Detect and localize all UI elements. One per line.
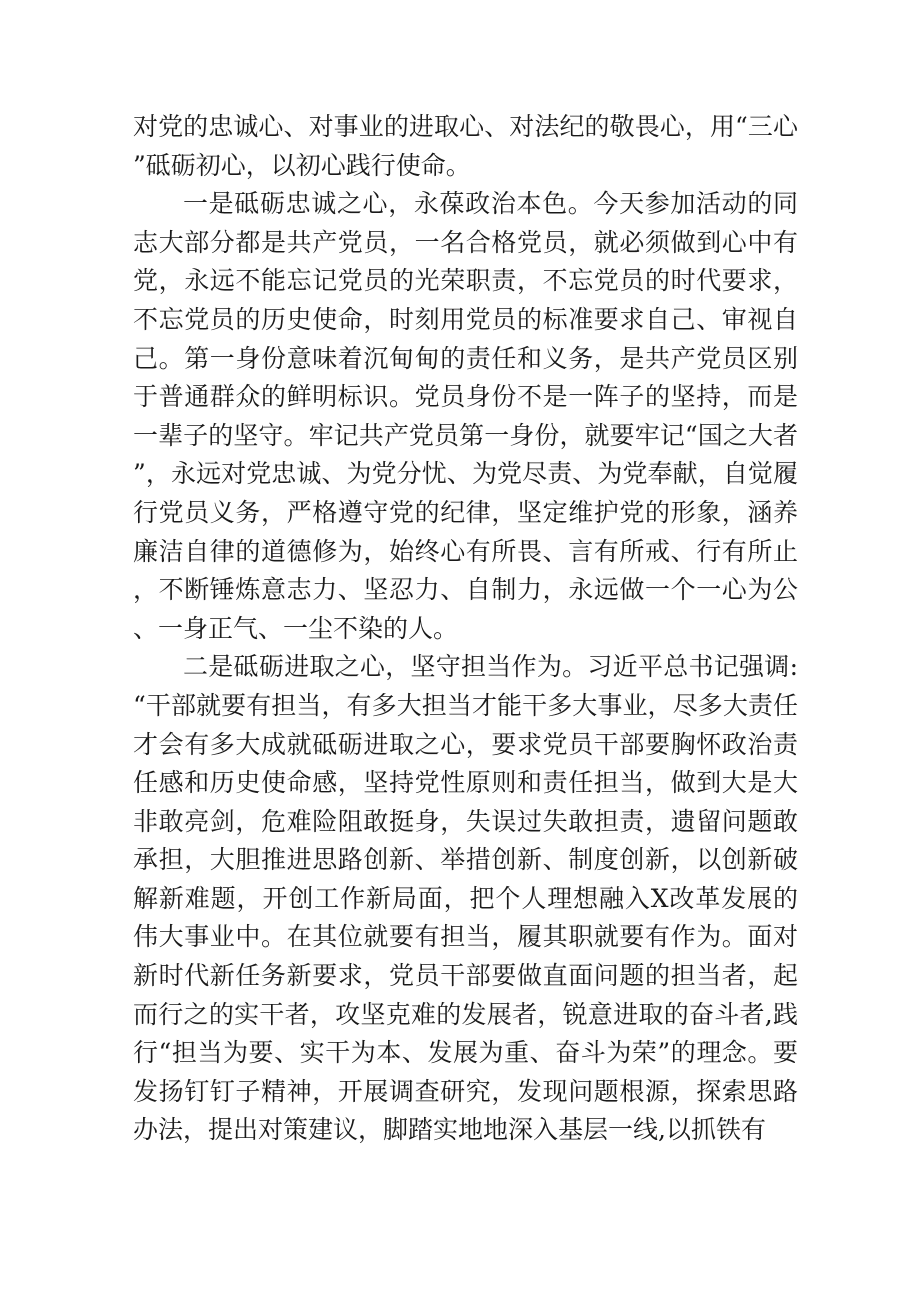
document-body bbox=[133, 108, 798, 1150]
paragraph-intro-continuation: 对党的忠诚心、对事业的进取心、对法纪的敬畏心，用“三心”砥砺初心，以初心践行使命。 bbox=[133, 112, 798, 180]
paragraph-enterprising: 二是砥砺进取之心，坚守担当作为。习近平总书记强调:“干部就要有担当，有多大担当才能干多大事业，尽多大责任才会有多大成就砥砺进取之心，要求党员干部要胸怀政治责任感和历史使命感，坚持党性原则和责任担当，做到大是大非敢亮剑，危难险阻敢挺身，失误过失敢担责，遗留问题敢承担，大胆推进思路创新、举措创新、制度创新，以创新破解新难题，开创工作新局面，把个人理想融入X改革发展的伟大事业中。在其位就要有担当，履其职就要有作为。面对新时代新任务新要求，党员干部要做直面问题的担当者，起而行之的实干者，攻坚克难的发展者，锐意进取的奋斗者,践行“担当为要、实干为本、发展为重、奋斗为荣”的理念。要发扬钉钉子精神，开展调查研究，发现问题根源，探索思路办法，提出对策建议，脚踏实地地深入基层一线,以抓铁有 bbox=[133, 652, 798, 1145]
paragraph-loyalty: 一是砥砺忠诚之心，永葆政治本色。今天参加活动的同志大部分都是共产党员，一名合格党员，就必须做到心中有党，永远不能忘记党员的光荣职责，不忘党员的时代要求，不忘党员的历史使命，时刻用党员的标准要求自己、审视自己。第一身份意味着沉甸甸的责任和义务，是共产党员区别于普通群众的鲜明标识。党员身份不是一阵子的坚持，而是一辈子的坚守。牢记共产党员第一身份，就要牢记“国之大者”，永远对党忠诚、为党分忧、为党尽责、为党奉献，自觉履行党员义务，严格遵守党的纪律，坚定维护党的形象，涵养廉洁自律的道德修为，始终心有所畏、言有所戒、行有所止，不断锤炼意志力、坚忍力、自制力，永远做一个一心为公、一身正气、一尘不染的人。 bbox=[133, 189, 798, 643]
